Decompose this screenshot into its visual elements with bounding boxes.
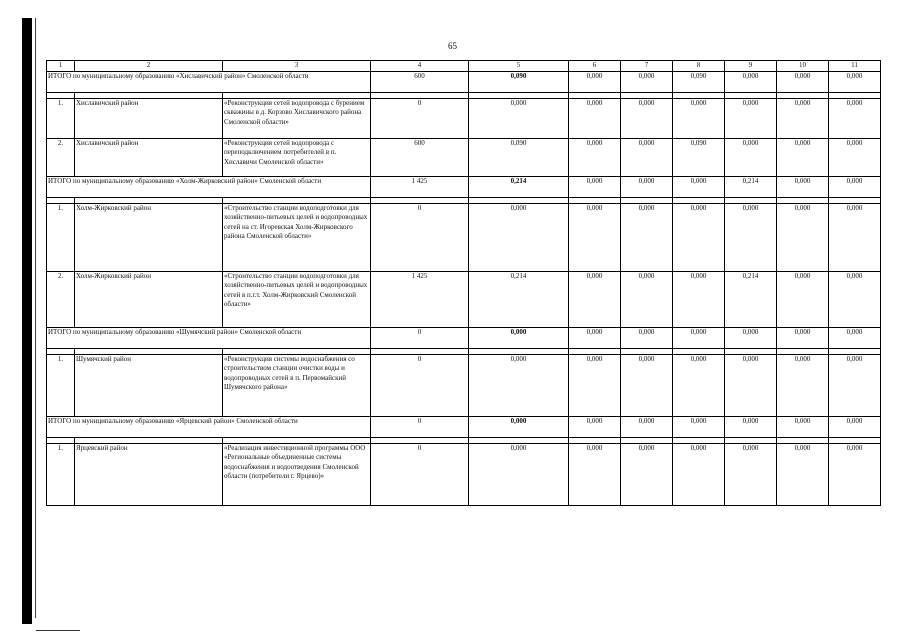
total-label: ИТОГО по муниципальному образованию «Холм-Жирковский район» Смоленской области (47, 176, 371, 197)
total-value: 1 425 (371, 176, 469, 197)
row-value: 0,000 (777, 203, 829, 271)
row-value: 0 (371, 354, 469, 416)
col-header: 8 (673, 61, 725, 72)
scan-margin-line (35, 18, 36, 618)
row-number: 1. (47, 443, 75, 505)
total-value: 0 (371, 327, 469, 348)
project-description: «Реконструкция сетей водопровода с бурением скважины в д. Корзово Хиславичского района Смоленской области» (223, 98, 371, 138)
district-name: Шумячский район (75, 354, 223, 416)
row-value: 0,090 (469, 138, 569, 176)
project-description: «Строительство станции водоподготовки для хозяйственно-питьевых целей и водопроводных сетей на ст. Игоревская Холм-Жирковского района Смоленской области» (223, 203, 371, 271)
row-value: 0,000 (777, 354, 829, 416)
total-label: ИТОГО по муниципальному образованию «Хиславичский район» Смоленской области (47, 71, 371, 92)
total-label: ИТОГО по муниципальному образованию «Ярцевский район» Смоленской области (47, 416, 371, 437)
total-value: 0,000 (829, 327, 881, 348)
total-value: 0,000 (777, 176, 829, 197)
row-value: 0,000 (673, 203, 725, 271)
project-row (47, 271, 881, 327)
row-value: 0,090 (673, 138, 725, 176)
total-value: 0,000 (777, 416, 829, 437)
scan-bottom-mark (36, 630, 80, 631)
total-value: 600 (371, 71, 469, 92)
total-value: 0,000 (725, 327, 777, 348)
project-row (47, 203, 881, 271)
row-value: 0,000 (569, 443, 621, 505)
col-header: 5 (469, 61, 569, 72)
row-number: 1. (47, 203, 75, 271)
total-value: 0,000 (569, 416, 621, 437)
row-value: 0,000 (569, 203, 621, 271)
row-value: 0,000 (777, 271, 829, 327)
total-value: 0,214 (469, 176, 569, 197)
header-row (47, 61, 881, 72)
project-row (47, 98, 881, 138)
project-description: «Реконструкция сетей водопровода с переподключением потребителей в п. Хиславичи Смоленской области» (223, 138, 371, 176)
col-header: 10 (777, 61, 829, 72)
row-value: 0 (371, 443, 469, 505)
row-number: 1. (47, 98, 75, 138)
total-value: 0,000 (469, 416, 569, 437)
project-description: «Реализация инвестиционной программы ООО «Региональные объединенные системы водоснабжения и водоотведения Смоленской области (потребители г. Ярцево)» (223, 443, 371, 505)
total-value: 0,000 (673, 327, 725, 348)
row-value: 0,000 (829, 98, 881, 138)
total-value: 0,000 (829, 71, 881, 92)
district-name: Холм-Жирковский район (75, 271, 223, 327)
total-value: 0,000 (621, 327, 673, 348)
total-row (47, 327, 881, 348)
col-header: 7 (621, 61, 673, 72)
district-name: Хиславичский район (75, 138, 223, 176)
col-header: 4 (371, 61, 469, 72)
total-value: 0,090 (469, 71, 569, 92)
row-number: 2. (47, 271, 75, 327)
total-value: 0,000 (621, 416, 673, 437)
col-header: 3 (223, 61, 371, 72)
row-value: 0,000 (829, 354, 881, 416)
row-value: 1 425 (371, 271, 469, 327)
project-row (47, 138, 881, 176)
row-value: 0 (371, 203, 469, 271)
total-row (47, 416, 881, 437)
total-row (47, 176, 881, 197)
district-name: Холм-Жирковский район (75, 203, 223, 271)
total-label: ИТОГО по муниципальному образованию «Шумячский район» Смоленской области (47, 327, 371, 348)
project-description: «Реконструкция системы водоснабжения со строительством станции очистки воды и водопроводных сетей в п. Первомайский Шумячского района» (223, 354, 371, 416)
col-header: 9 (725, 61, 777, 72)
row-value: 0,000 (777, 138, 829, 176)
investment-program-table (46, 60, 881, 506)
total-value: 0,000 (673, 416, 725, 437)
district-name: Хиславичский район (75, 98, 223, 138)
row-value: 0,000 (829, 443, 881, 505)
total-value: 0,000 (829, 176, 881, 197)
row-value: 0,214 (469, 271, 569, 327)
row-value: 0,000 (621, 98, 673, 138)
row-value: 0,000 (777, 98, 829, 138)
row-value: 0,000 (621, 354, 673, 416)
row-value: 0,000 (673, 443, 725, 505)
total-value: 0,000 (777, 71, 829, 92)
row-value: 0,000 (725, 443, 777, 505)
row-value: 0,000 (621, 138, 673, 176)
row-value: 0 (371, 98, 469, 138)
row-value: 0,000 (829, 271, 881, 327)
row-value: 0,000 (725, 203, 777, 271)
project-description: «Строительство станции водоподготовки для хозяйственно-питьевых целей и водопроводных сетей в п.г.т. Холм-Жирковский Смоленской области» (223, 271, 371, 327)
row-value: 0,000 (469, 203, 569, 271)
total-row (47, 71, 881, 92)
row-value: 0,000 (673, 354, 725, 416)
project-row (47, 443, 881, 505)
col-header: 1 (47, 61, 75, 72)
row-value: 0,000 (777, 443, 829, 505)
total-value: 0,090 (673, 71, 725, 92)
district-name: Ярцевский район (75, 443, 223, 505)
col-header: 6 (569, 61, 621, 72)
total-value: 0,000 (621, 176, 673, 197)
total-value: 0,000 (673, 176, 725, 197)
total-value: 0,214 (725, 176, 777, 197)
row-value: 0,000 (469, 98, 569, 138)
total-value: 0,000 (725, 71, 777, 92)
row-value: 0,000 (673, 98, 725, 138)
row-value: 0,000 (569, 354, 621, 416)
row-value: 0,000 (725, 354, 777, 416)
row-value: 0,000 (725, 98, 777, 138)
row-value: 0,000 (673, 271, 725, 327)
row-value: 600 (371, 138, 469, 176)
total-value: 0 (371, 416, 469, 437)
total-value: 0,000 (725, 416, 777, 437)
total-value: 0,000 (569, 71, 621, 92)
row-value: 0,000 (621, 443, 673, 505)
row-value: 0,000 (621, 271, 673, 327)
total-value: 0,000 (621, 71, 673, 92)
row-number: 1. (47, 354, 75, 416)
total-value: 0,000 (469, 327, 569, 348)
col-header: 2 (75, 61, 223, 72)
row-value: 0,000 (569, 98, 621, 138)
row-value: 0,214 (725, 271, 777, 327)
total-value: 0,000 (569, 327, 621, 348)
total-value: 0,000 (829, 416, 881, 437)
scan-margin-bar (22, 18, 32, 624)
row-value: 0,000 (469, 354, 569, 416)
project-row (47, 354, 881, 416)
row-number: 2. (47, 138, 75, 176)
row-value: 0,000 (569, 271, 621, 327)
total-value: 0,000 (777, 327, 829, 348)
row-value: 0,000 (469, 443, 569, 505)
total-value: 0,000 (569, 176, 621, 197)
row-value: 0,000 (725, 138, 777, 176)
row-value: 0,000 (829, 203, 881, 271)
row-value: 0,000 (829, 138, 881, 176)
col-header: 11 (829, 61, 881, 72)
row-value: 0,000 (569, 138, 621, 176)
page-number: 65 (448, 41, 457, 51)
row-value: 0,000 (621, 203, 673, 271)
